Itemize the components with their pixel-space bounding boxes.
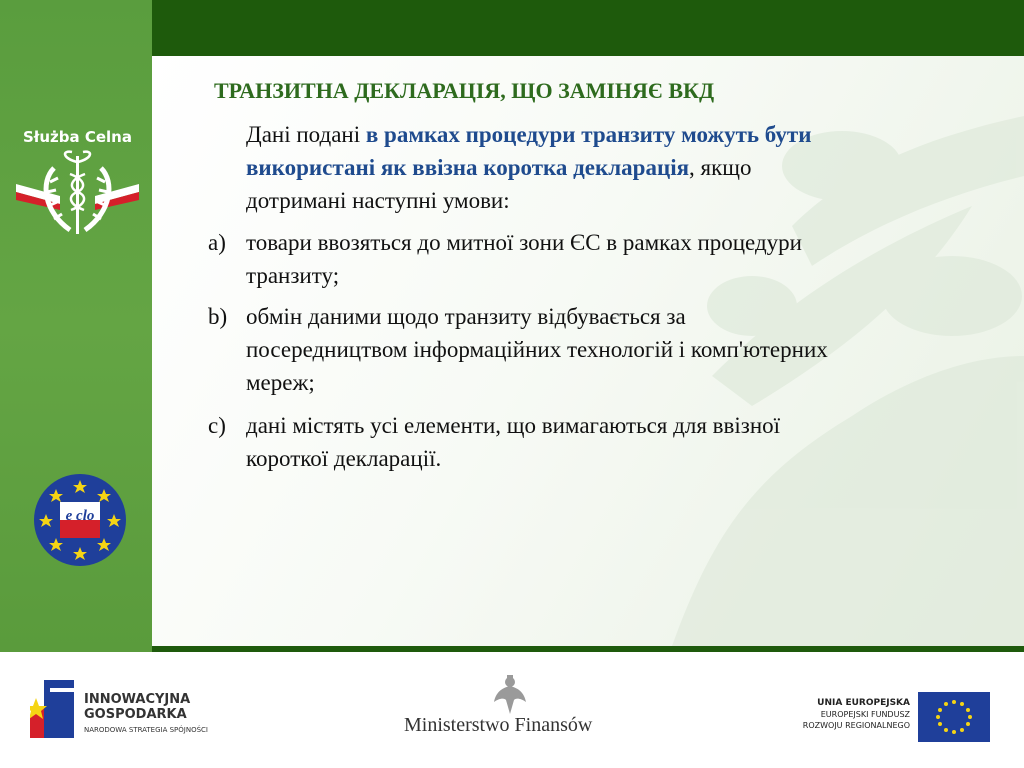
intro-suffix: , якщо дотримані наступні умови:	[246, 155, 752, 213]
list-item-text: товари ввозяться до митної зони ЄС в рамках процедури транзиту;	[246, 230, 802, 288]
list-marker: b)	[208, 304, 228, 329]
innowacyjna-line1: INNOWACYJNA	[84, 692, 191, 707]
sluzba-celna-logo-text: Służba Celna	[23, 128, 132, 146]
innowacyjna-line2: GOSPODARKA	[84, 707, 187, 722]
slide-title: ТРАНЗИТНА ДЕКЛАРАЦІЯ, ЩО ЗАМІНЯЄ ВКД	[214, 78, 715, 103]
intro-paragraph	[246, 118, 836, 217]
e-clo-text: e clo	[65, 508, 95, 524]
list-item-text: дані містять усі елементи, що вимагаються для ввізної короткої декларації.	[246, 413, 781, 471]
innowacyjna-gospodarka-logo-icon	[30, 678, 78, 740]
list-item-text: обмін даними щодо транзиту відбувається за посередництвом інформаційних технологій і комп'ютерних мереж;	[246, 304, 828, 395]
polish-eagle-icon	[492, 674, 528, 718]
sidebar	[0, 0, 152, 652]
ue-fund-text	[770, 698, 910, 731]
eu-flag-icon	[918, 692, 990, 742]
innowacyjna-subtitle: NARODOWA STRATEGIA SPÓJNOŚCI	[84, 726, 208, 734]
innowacyjna-title	[84, 692, 190, 722]
e-clo-badge	[32, 472, 128, 568]
list-marker: a)	[208, 230, 226, 255]
ue-line1: UNIA EUROPEJSKA	[817, 698, 910, 708]
sluzba-celna-logo	[10, 122, 145, 242]
ue-line3: ROZWOJU REGIONALNEGO	[802, 721, 910, 730]
footer	[0, 652, 1024, 768]
ue-line2: EUROPEJSKI FUNDUSZ	[820, 710, 910, 719]
intro-prefix: Дані подані	[246, 122, 366, 147]
ministry-name: Ministerstwo Finansów	[404, 714, 593, 736]
top-bar	[152, 0, 1024, 56]
list-marker: c)	[208, 413, 226, 438]
intro-highlight: в рамках процедури транзиту можуть бути використані як ввізна коротка декларація	[246, 122, 812, 180]
